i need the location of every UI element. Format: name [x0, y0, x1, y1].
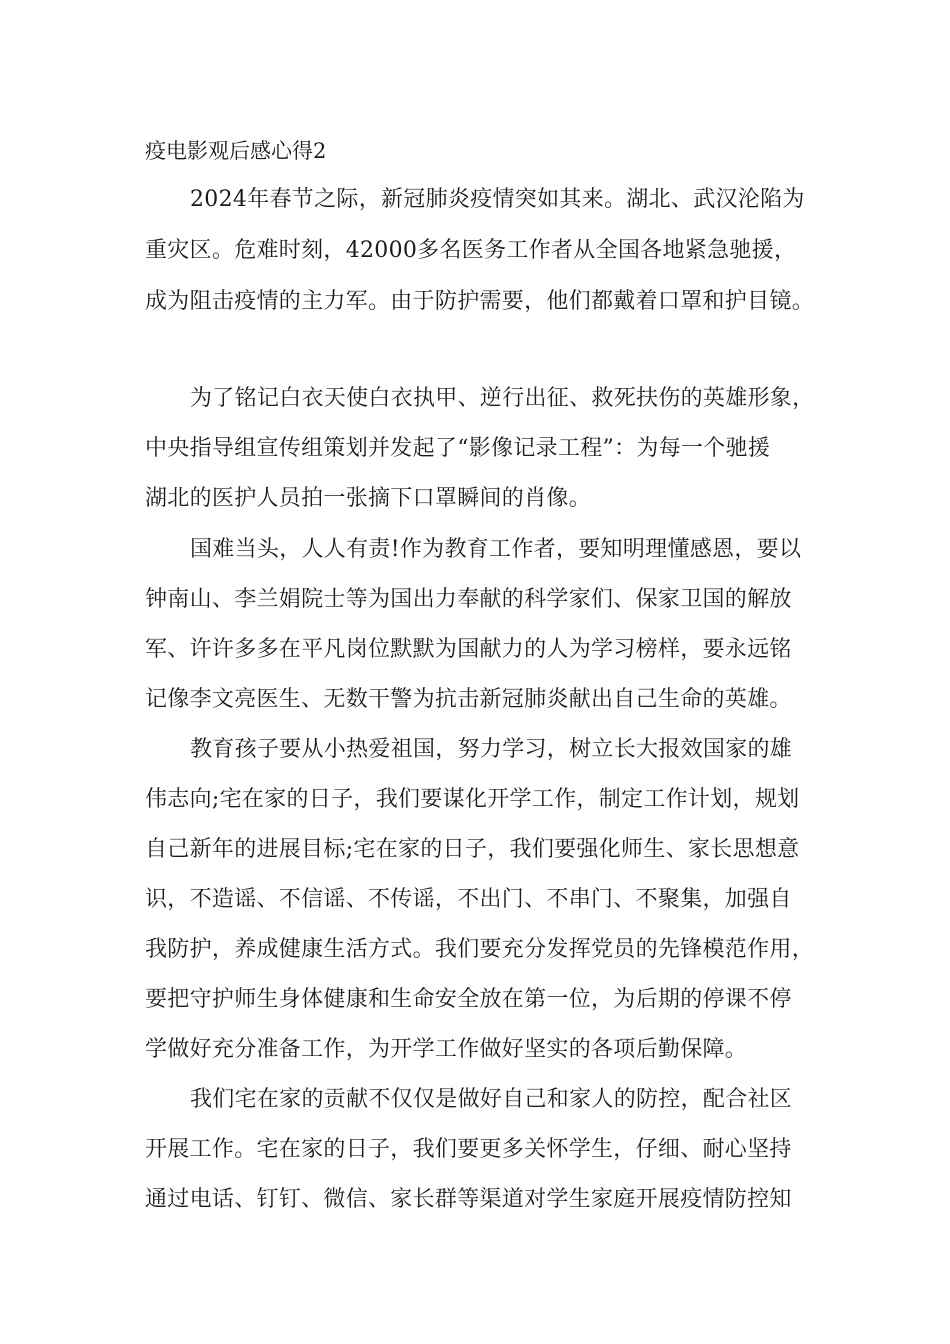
paragraph-4-line-1: 教育孩子要从小热爱祖国，努力学习，树立长大报效国家的雄 [190, 737, 793, 762]
paragraph-4-line-4: 识，不造谣、不信谣、不传谣，不出门、不串门、不聚集，加强自 [145, 887, 792, 912]
paragraph-5-line-2: 开展工作。宅在家的日子，我们要更多关怀学生，仔细、耐心坚持 [145, 1137, 792, 1162]
paragraph-3-line-1: 国难当头，人人有责!作为教育工作者，要知明理懂感恩，要以 [190, 537, 802, 562]
paragraph-4-line-3: 自己新年的进展目标;宅在家的日子，我们要强化师生、家长思想意 [145, 837, 800, 862]
paragraph-1-line-3: 成为阻击疫情的主力军。由于防护需要，他们都戴着口罩和护目镜。 [145, 289, 815, 314]
paragraph-3-line-2: 钟南山、李兰娟院士等为国出力奉献的科学家们、保家卫国的解放 [145, 587, 792, 612]
paragraph-1-line-1: 2024年春节之际，新冠肺炎疫情突如其来。湖北、武汉沦陷为 [190, 187, 805, 212]
paragraph-2-line-3: 湖北的医护人员拍一张摘下口罩瞬间的肖像。 [145, 486, 592, 511]
paragraph-2-line-1: 为了铭记白衣天使白衣执甲、逆行出征、救死扶伤的英雄形象， [190, 386, 815, 411]
paragraph-3-line-4: 记像李文亮医生、无数干警为抗击新冠肺炎献出自己生命的英雄。 [145, 687, 792, 712]
paragraph-5-line-3: 通过电话、钉钉、微信、家长群等渠道对学生家庭开展疫情防控知 [145, 1187, 792, 1212]
paragraph-4-line-2: 伟志向;宅在家的日子，我们要谋化开学工作，制定工作计划，规划 [145, 787, 800, 812]
paragraph-1-line-2: 重灾区。危难时刻，42000多名医务工作者从全国各地紧急驰援， [145, 238, 797, 263]
paragraph-3-line-3: 军、许许多多在平凡岗位默默为国献力的人为学习榜样，要永远铭 [145, 637, 792, 662]
paragraph-4-line-6: 要把守护师生身体健康和生命安全放在第一位，为后期的停课不停 [145, 987, 792, 1012]
paragraph-2-line-2: 中央指导组宣传组策划并发起了“影像记录工程”：为每一个驰援 [145, 436, 771, 461]
paragraph-4-line-7: 学做好充分准备工作，为开学工作做好坚实的各项后勤保障。 [145, 1037, 748, 1062]
document-title: 疫电影观后感心得2 [145, 139, 327, 163]
paragraph-4-line-5: 我防护，养成健康生活方式。我们要充分发挥党员的先锋模范作用， [145, 937, 815, 962]
paragraph-5-line-1: 我们宅在家的贡献不仅仅是做好自己和家人的防控，配合社区 [190, 1087, 793, 1112]
